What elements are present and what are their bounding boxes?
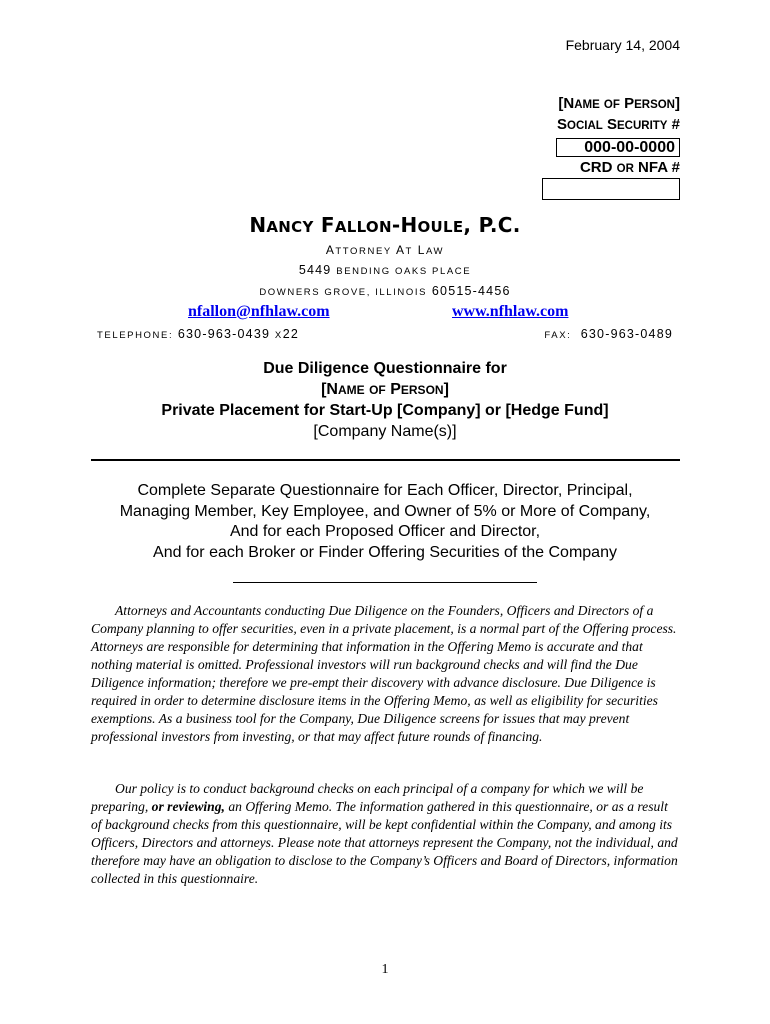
telephone: TELEPHONE: 630-963-0439 X22 [97, 327, 300, 341]
instructions [0, 481, 770, 563]
instruction-line: Complete Separate Questionnaire for Each Officer, Director, Principal, [137, 482, 633, 499]
instruction-line: And for each Broker or Finder Offering Securities of the Company [153, 543, 617, 561]
document-date: February 14, 2004 [565, 37, 680, 53]
doc-title-person: [NAME OF PERSON] [321, 381, 449, 398]
person-name-placeholder: [NAME OF PERSON] [558, 95, 680, 112]
doc-title-company: [Company Name(s)] [313, 423, 457, 440]
page-number: 1 [381, 962, 389, 977]
divider-thin [233, 582, 537, 583]
instruction-line: Managing Member, Key Employee, and Owner of 5% or More of Company, [119, 502, 651, 520]
firm-name: NANCY FALLON-HOULE, P.C. [249, 213, 521, 237]
email-link[interactable]: nfallon@nfhlaw.com [188, 303, 330, 320]
paragraph-due-diligence: Attorneys and Accountants conducting Due Diligence on the Founders, Officers and Directors of a Company planning to offer securities, even in a private placement, is a normal part of the Offering process. Attorneys are responsible for determining that information in the Offering Memo is accurate and that nothing material is omitted. Professional investors will run background checks and will find the Due Diligence information; therefore we pre-empt their discovery with advance disclosure. Due Diligence is required in order to determine disclosure items in the Offering Memo, as well as eligibility for securities exemptions. As a business tool for the Company, Due Diligence screens for issues that may prevent professional investors from investing, or that may affect future rounds of financing. [91, 603, 677, 744]
crd-nfa-label: CRD OR NFA # [579, 159, 680, 176]
divider-thick [91, 459, 680, 461]
website-link[interactable]: www.nfhlaw.com [452, 303, 569, 320]
doc-title-line3: Private Placement for Start-Up [Company] or [Hedge Fund] [161, 402, 609, 419]
fax: FAX: 630-963-0489 [544, 327, 673, 341]
paragraph-policy: Our policy is to conduct background checks on each principal of a company for which we will be preparing, or reviewing, an Offering Memo. The information gathered in this questionnaire, or as a result of background checks from this questionnaire, will be kept confidential within the Company, and among its Officers, Directors and attorneys. Please note that attorneys represent the Company, not the individual, and therefore may have an obligation to disclose to the Company’s Officers and Board of Directors, information collected in this questionnaire. [91, 781, 678, 886]
ssn-label: SOCIAL SECURITY # [557, 116, 680, 133]
instruction-line: And for each Proposed Officer and Director, [229, 523, 541, 540]
crd-nfa-field[interactable] [542, 178, 680, 200]
ssn-field[interactable]: 000-00-0000 [556, 138, 680, 157]
firm-address-city: DOWNERS GROVE, ILLINOIS 60515-4456 [259, 284, 511, 298]
firm-address-street: 5449 BENDING OAKS PLACE [298, 263, 472, 277]
firm-subtitle: ATTORNEY AT LAW [325, 243, 445, 257]
doc-title-line1: Due Diligence Questionnaire for [263, 360, 507, 377]
